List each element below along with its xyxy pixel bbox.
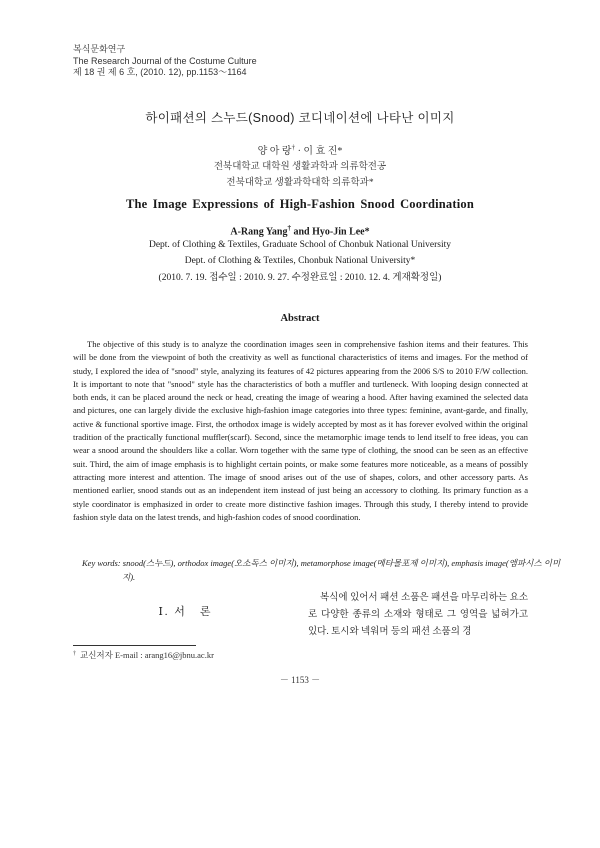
- abstract-body: The objective of this study is to analyze the coordination images seen in comprehensive fashion items and their features. This will be done from the viewpoint of both the creativity as well as functional characteristics of items and images. For the method of study, I explored the idea of "snood" style, analyzing its features of 42 pictures appearing from the 2006 S/S to 2010 F/W collection. It is important to note that "snood" style has the characteristics of both a muffler and turtleneck. With looping design connected at both ends, it can be placed around the neck or head, creating the image of wearing a hood. After having examined the selected data and pictures, one can largely divide the exclusive high-fashion image categories into three types: feminine, avant-garde, and finally, active & functional sportive image. First, the orthodox image is widely accepted by most as it has forever evolved within the original tradition of the practically functional muffler(scarf). Second, since the metamorphic image tends to lend itself to free ideas, you can wear a snood around the shoulders like a collar. Worn together with the same type of clothing, the snood can be seen as an effective suit. Third, the aim of image emphasis is to highlight certain points, or make some features more noticeable, as a means of possibly attracting more interest and attention. The image of snood arises out of the use of shapes, colors, and other accessory parts. As mentioned earlier, snood stands out as an independent item instead of just being an accessory to clothing. Its primary function as a style coordinator is emphasized in order to create more distinctive fashion images. Through this study, I thereby intend to provide fashion style data on the latest trends, and high-fashion codes of snood coordination.: [73, 339, 528, 522]
- english-authors: [0, 224, 600, 237]
- author-separator: ·: [295, 146, 304, 157]
- korean-title: 하이패션의 스누드(Snood) 코디네이션에 나타난 이미지: [145, 111, 455, 125]
- intro-paragraph: 복식에 있어서 패션 소품은 패션을 마무리하는 요소로 다양한 종류의 소재와 형태로 그 영역을 넓혀가고 있다. 토시와 넥워머 등의 패션 소품의 경: [308, 593, 528, 637]
- footnote: [73, 649, 214, 661]
- section-heading: Ⅰ. 서 론: [158, 606, 213, 618]
- english-other-authors: and Hyo-Jin Lee*: [291, 226, 370, 238]
- footnote-mark: †: [73, 651, 76, 657]
- english-affiliation-1: Dept. of Clothing & Textiles, Graduate School of Chonbuk National University: [148, 240, 452, 250]
- korean-affiliation-2: 전북대학교 생활과학대학 의류학과*: [226, 178, 374, 188]
- journal-english-name: The Research Journal of the Costume Culture: [73, 55, 257, 66]
- english-affiliation-2: Dept. of Clothing & Textiles, Chonbuk National University*: [184, 256, 416, 266]
- footnote-divider: [73, 645, 196, 646]
- journal-header: [73, 44, 257, 79]
- journal-korean-name: 복식문화연구: [73, 44, 126, 54]
- footnote-text: 교신저자 E-mail : arang16@jbnu.ac.kr: [80, 650, 214, 660]
- abstract-heading: Abstract: [280, 313, 320, 324]
- korean-authors: [0, 142, 600, 157]
- page-number: － 1153 －: [279, 675, 321, 685]
- received-dates: (2010. 7. 19. 접수일 : 2010. 9. 27. 수정완료일 : 2010. 12. 4. 게재확정일): [158, 273, 442, 283]
- english-first-author: A-Rang Yang: [230, 226, 288, 238]
- korean-affiliation-1: 전북대학교 대학원 생활과학과 의류학전공: [213, 162, 387, 172]
- english-title: The Image Expressions of High-Fashion Snood Coordination: [125, 197, 475, 211]
- corresponding-author-mark: †: [291, 143, 296, 152]
- journal-issue: 제 18 권 제 6 호, (2010. 12), pp.1153～1164: [73, 67, 247, 77]
- korean-first-author: 양 아 랑: [257, 146, 292, 157]
- keywords: Key words: snood(스누드), orthodox image(오소독스 이미지), metamorphose image(메타몰포제 이미지), emphasis image(엠파시스 이미지).: [82, 558, 561, 582]
- english-corresponding-mark: †: [287, 224, 291, 232]
- korean-second-author: 이 효 진*: [303, 146, 343, 157]
